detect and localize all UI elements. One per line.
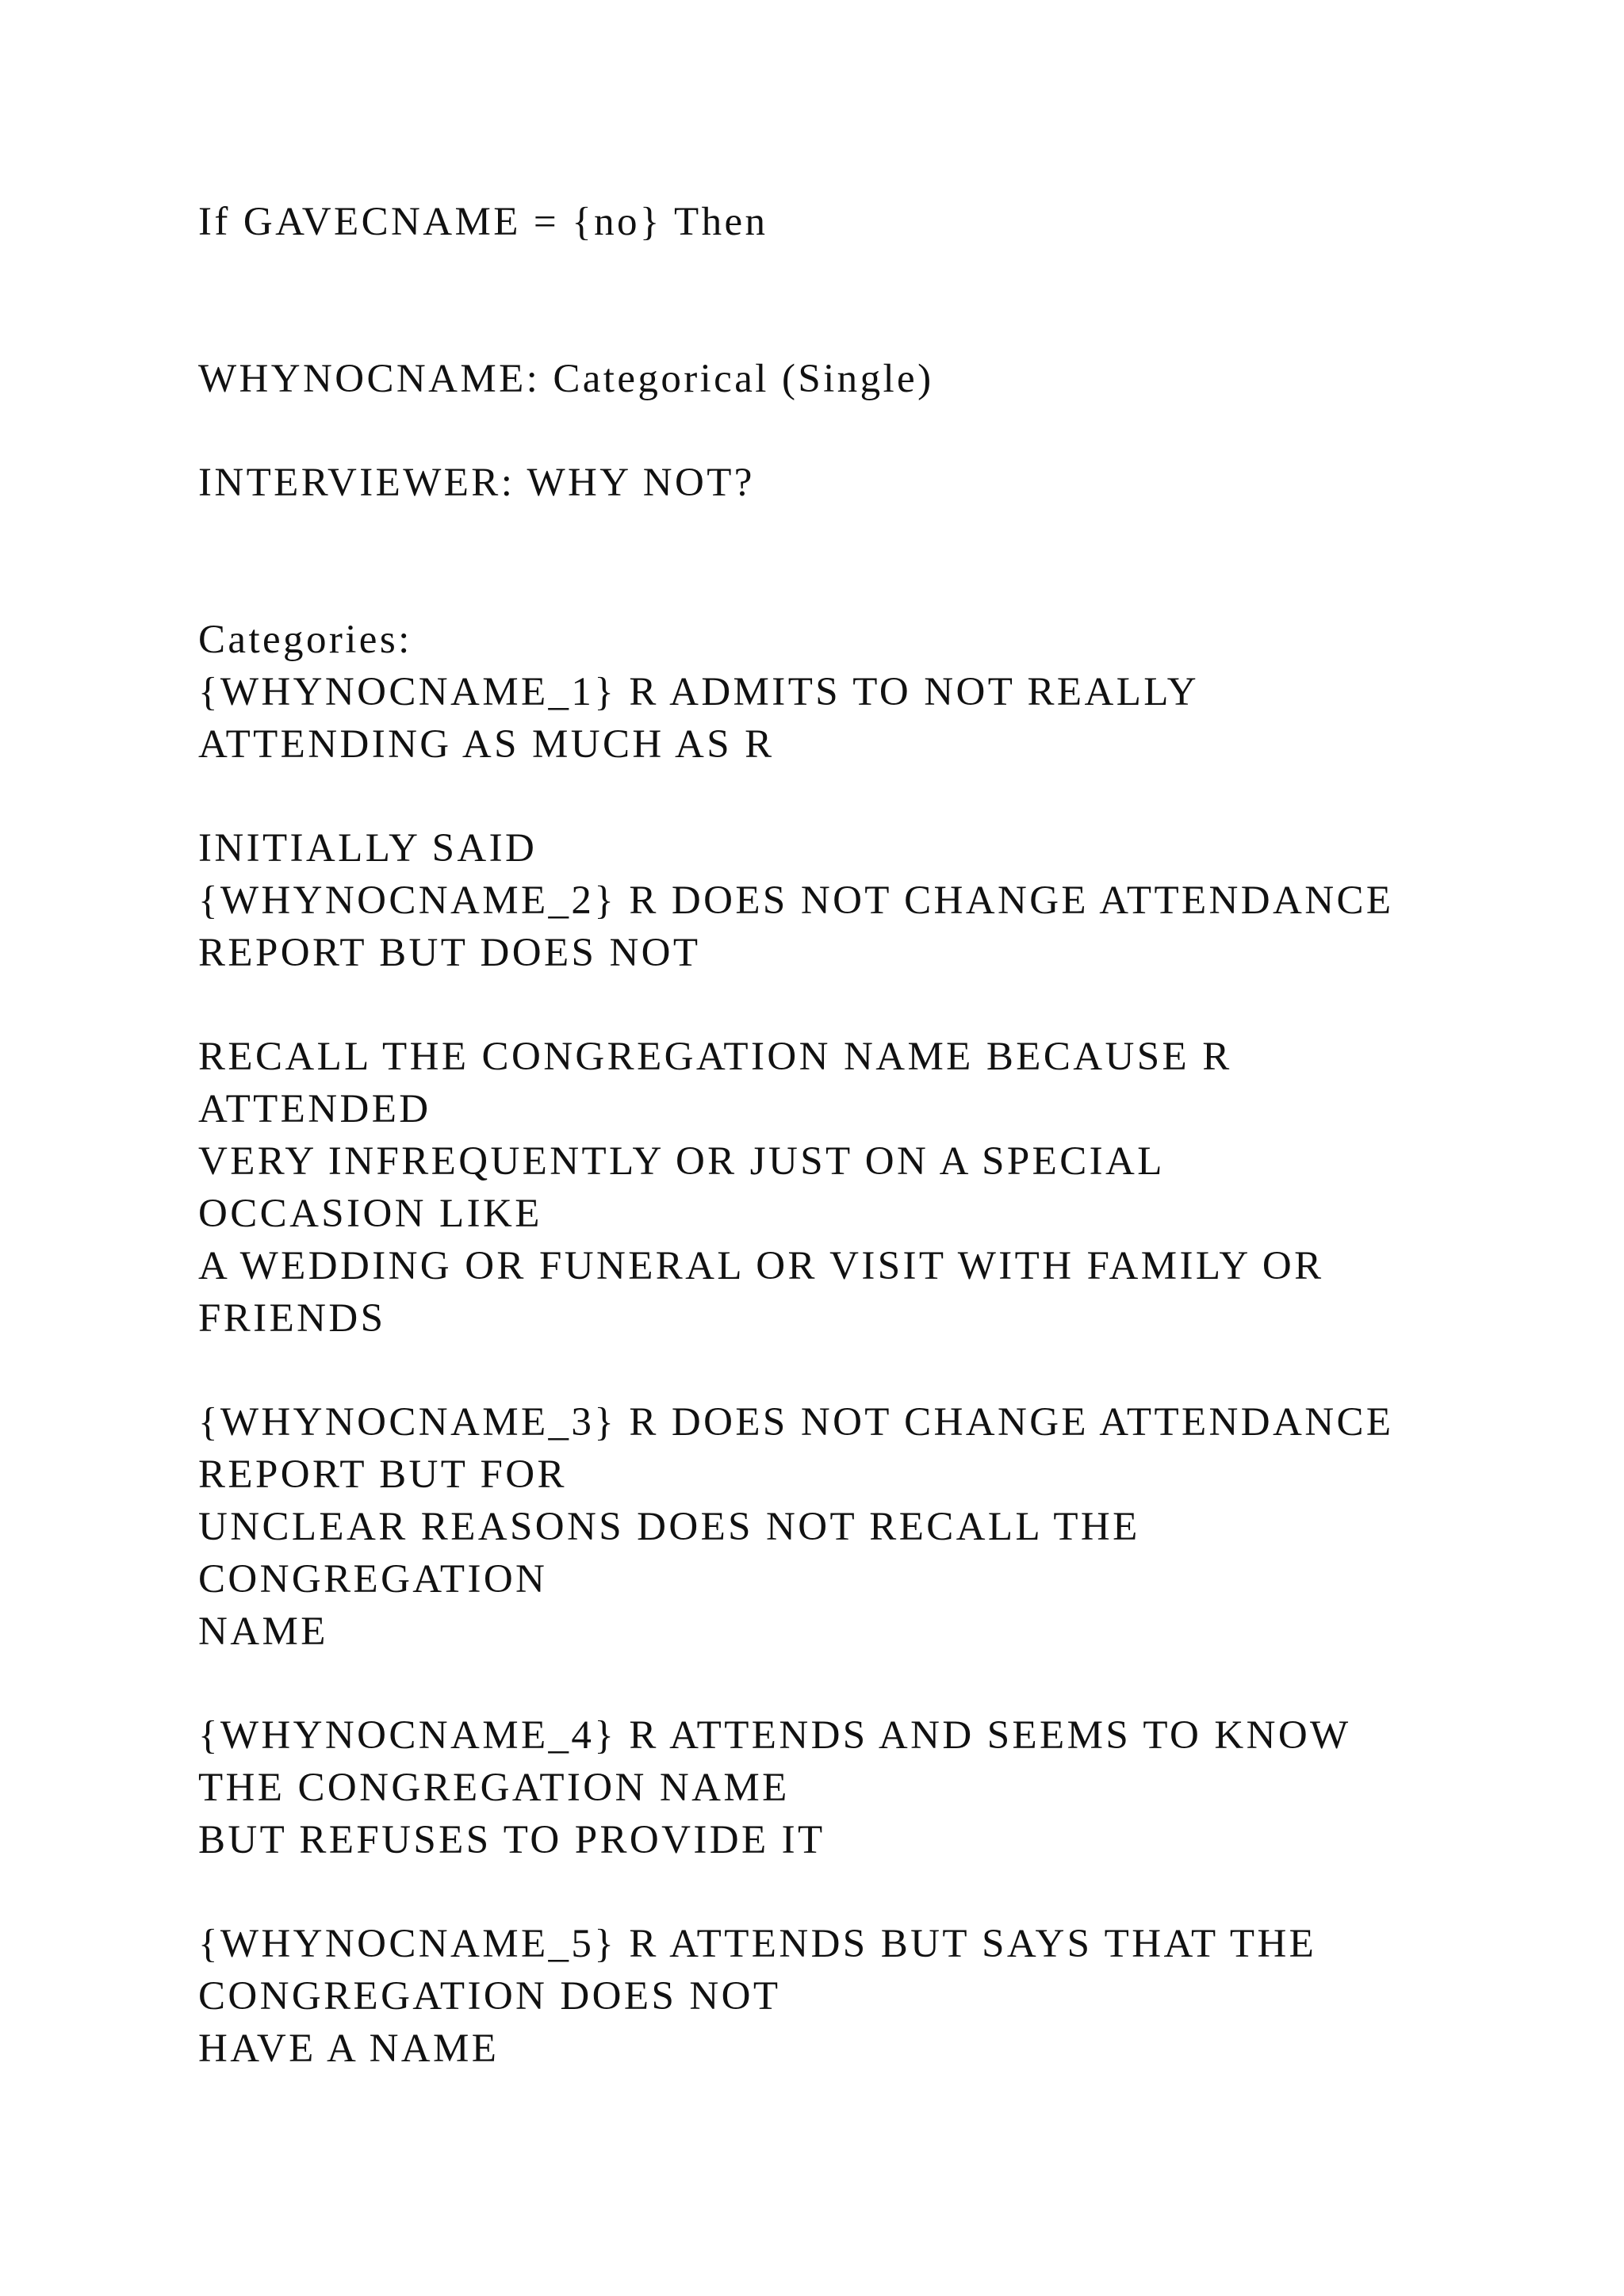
category-3-line: {WHYNOCNAME_3} R DOES NOT CHANGE ATTENDANCE bbox=[198, 1400, 1394, 1445]
category-5-line: CONGREGATION DOES NOT bbox=[198, 1974, 781, 2019]
category-2-line: ATTENDED bbox=[198, 1087, 431, 1131]
category-1-line: {WHYNOCNAME_1} R ADMITS TO NOT REALLY bbox=[198, 670, 1199, 714]
category-2-line: A WEDDING OR FUNERAL OR VISIT WITH FAMILY OR bbox=[198, 1244, 1324, 1288]
category-2-line: RECALL THE CONGREGATION NAME BECAUSE R bbox=[198, 1035, 1232, 1079]
category-1-line: INITIALLY SAID bbox=[198, 826, 538, 871]
interviewer-instruction: INTERVIEWER: WHY NOT? bbox=[198, 461, 755, 505]
category-4-line: BUT REFUSES TO PROVIDE IT bbox=[198, 1818, 825, 1862]
category-3-line: REPORT BUT FOR bbox=[198, 1452, 567, 1497]
category-2-line: REPORT BUT DOES NOT bbox=[198, 931, 701, 975]
category-3-line: UNCLEAR REASONS DOES NOT RECALL THE bbox=[198, 1505, 1140, 1549]
category-5-line: HAVE A NAME bbox=[198, 2026, 500, 2071]
category-3-line: CONGREGATION bbox=[198, 1557, 548, 1601]
category-4-line: THE CONGREGATION NAME bbox=[198, 1766, 790, 1810]
categories-heading: Categories: bbox=[198, 618, 412, 662]
category-2-line: OCCASION LIKE bbox=[198, 1192, 542, 1236]
category-4-line: {WHYNOCNAME_4} R ATTENDS AND SEEMS TO KNOW bbox=[198, 1713, 1351, 1758]
category-3-line: NAME bbox=[198, 1609, 328, 1654]
category-1-line: ATTENDING AS MUCH AS R bbox=[198, 722, 775, 767]
condition-line: If GAVECNAME = {no} Then bbox=[198, 200, 768, 244]
question-title: WHYNOCNAME: Categorical (Single) bbox=[198, 357, 934, 401]
category-2-line: {WHYNOCNAME_2} R DOES NOT CHANGE ATTENDANCE bbox=[198, 878, 1394, 923]
category-2-line: VERY INFREQUENTLY OR JUST ON A SPECIAL bbox=[198, 1139, 1165, 1184]
category-2-line: FRIENDS bbox=[198, 1296, 386, 1341]
category-5-line: {WHYNOCNAME_5} R ATTENDS BUT SAYS THAT THE bbox=[198, 1922, 1317, 1966]
